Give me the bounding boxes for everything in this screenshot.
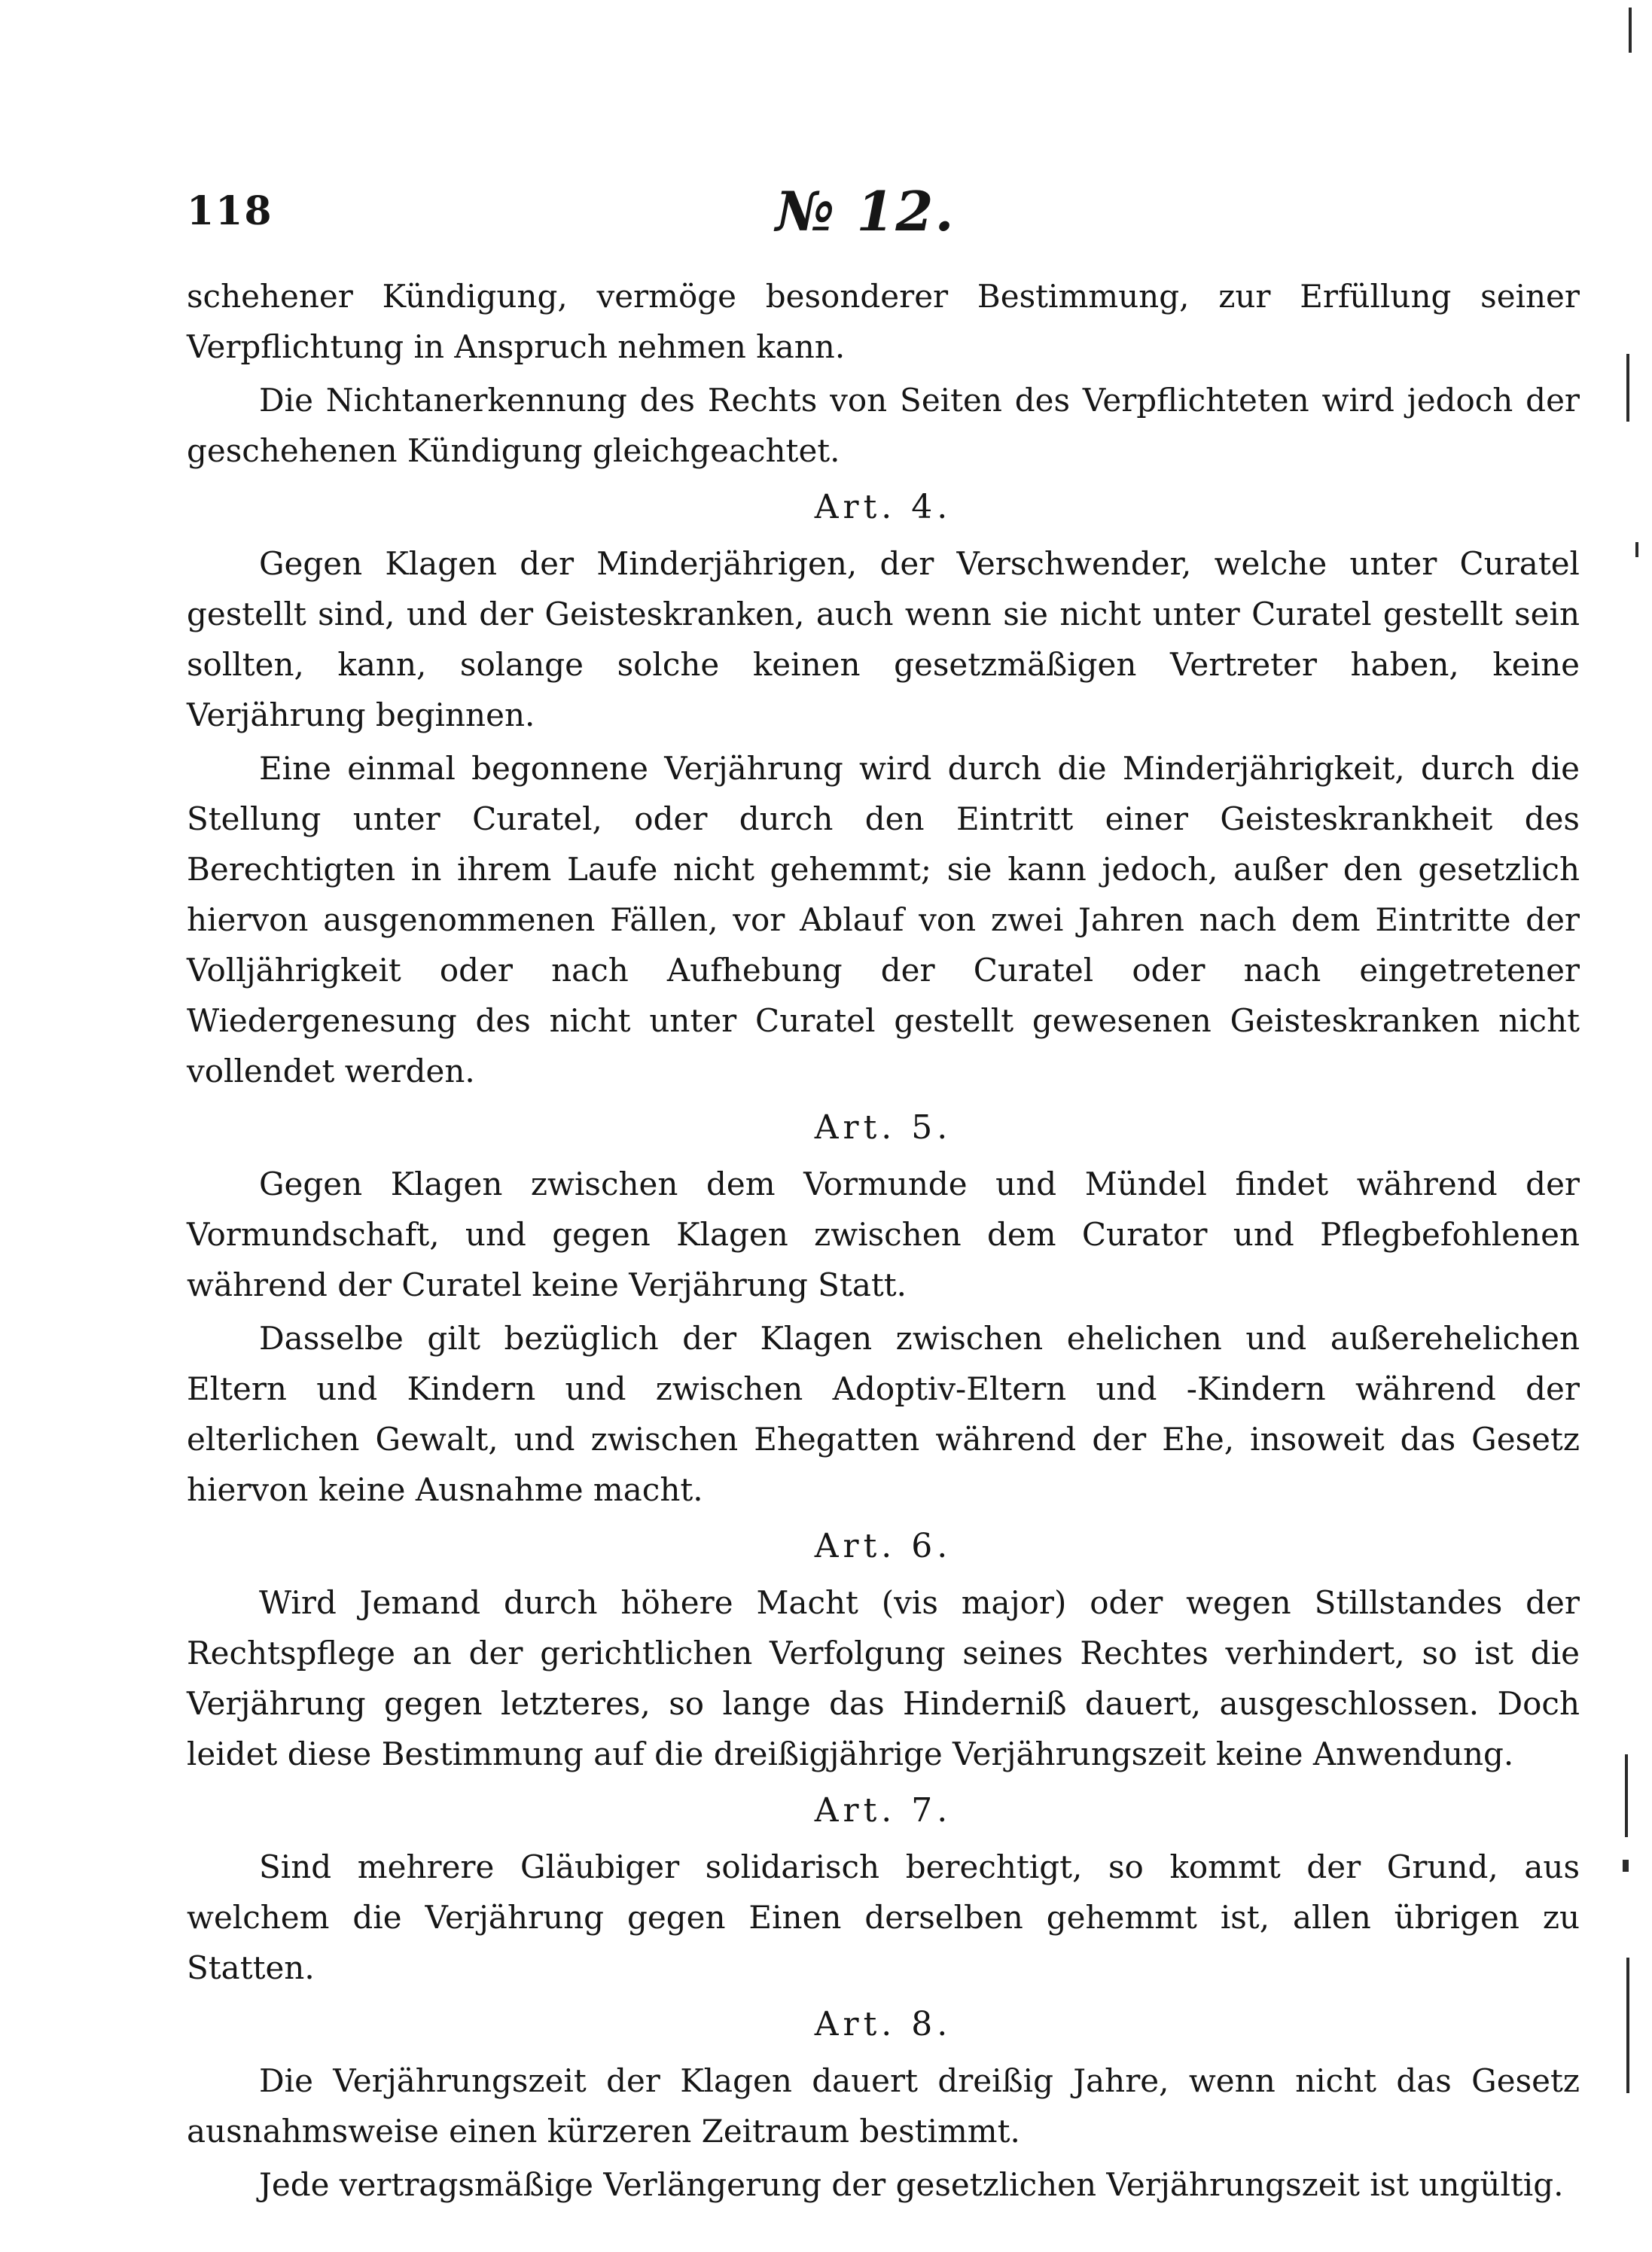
- paragraph: Eine einmal begonnene Verjährung wird durch die Minderjährigkeit, durch die Stellung unter Curatel, oder durch den Eintritt einer Geisteskrankheit des Berechtigten in ihrem Laufe nicht gehemmt; sie kann jedoch, außer den gesetzlich hiervon ausgenommenen Fällen, vor Ablauf von zwei Jahren nach dem Eintritte der Volljährigkeit oder nach Aufhebung der Curatel oder nach eingetretener Wiedergenesung des nicht unter Curatel gestellt gewesenen Geisteskranken nicht vollendet werden.: [187, 750, 1580, 1089]
- scan-edge-mark: [1629, 8, 1632, 53]
- article-heading: Art. 8.: [814, 2005, 952, 2043]
- paragraph: Sind mehrere Gläubiger solidarisch berechtigt, so kommt der Grund, aus welchem die Verjährung gegen Einen derselben gehemmt ist, allen übrigen zu Statten.: [187, 1848, 1580, 1986]
- paragraph: Dasselbe gilt bezüglich der Klagen zwischen ehelichen und außerehelichen Eltern und Kindern und zwischen Adoptiv-Eltern und -Kindern während der elterlichen Gewalt, und zwischen Ehegatten während der Ehe, insoweit das Gesetz hiervon keine Ausnahme macht.: [187, 1320, 1580, 1508]
- scan-edge-mark: [1626, 1958, 1629, 2093]
- page-number: 118: [187, 188, 273, 234]
- issue-number: № 12.: [776, 179, 956, 243]
- article-heading: Art. 6.: [814, 1527, 952, 1565]
- scan-edge-mark: [1626, 354, 1629, 422]
- paragraph: Gegen Klagen der Minderjährigen, der Verschwender, welche unter Curatel gestellt sind, und der Geisteskranken, auch wenn sie nicht unter Curatel gestellt sein sollten, kann, solange solche keinen gesetzmäßigen Vertreter haben, keine Verjährung beginnen.: [187, 545, 1580, 733]
- scan-edge-mark: [1623, 1860, 1629, 1872]
- paragraph: Die Verjährungszeit der Klagen dauert dreißig Jahre, wenn nicht das Gesetz ausnahmsweise einen kürzeren Zeitraum bestimmt.: [187, 2062, 1580, 2150]
- paragraph: Gegen Klagen zwischen dem Vormunde und Mündel findet während der Vormundschaft, und gegen Klagen zwischen dem Curator und Pflegbefohlenen während der Curatel keine Verjährung Statt.: [187, 1166, 1580, 1303]
- scan-edge-mark: [1625, 1754, 1628, 1837]
- paragraph: Jede vertragsmäßige Verlängerung der gesetzlichen Verjährungszeit ist ungültig.: [259, 2166, 1564, 2203]
- paragraph: Die Nichtanerkennung des Rechts von Seiten des Verpflichteten wird jedoch der geschehenen Kündigung gleichgeachtet.: [187, 382, 1580, 469]
- article-heading: Art. 5.: [814, 1108, 952, 1147]
- paragraph: schehener Kündigung, vermöge besonderer Bestimmung, zur Erfüllung seiner Verpflichtung in Anspruch nehmen kann.: [187, 278, 1580, 365]
- scan-edge-mark: [1635, 542, 1638, 557]
- article-heading: Art. 4.: [814, 488, 952, 526]
- paragraph: Wird Jemand durch höhere Macht (vis major) oder wegen Stillstandes der Rechtspflege an der gerichtlichen Verfolgung seines Rechtes verhindert, so ist die Verjährung gegen letzteres, so lange das Hinderniß dauert, ausgeschlossen. Doch leidet diese Bestimmung auf die dreißigjährige Verjährungszeit keine Anwendung.: [187, 1584, 1580, 1772]
- document-body: [187, 271, 1580, 2213]
- article-heading: Art. 7.: [814, 1791, 952, 1830]
